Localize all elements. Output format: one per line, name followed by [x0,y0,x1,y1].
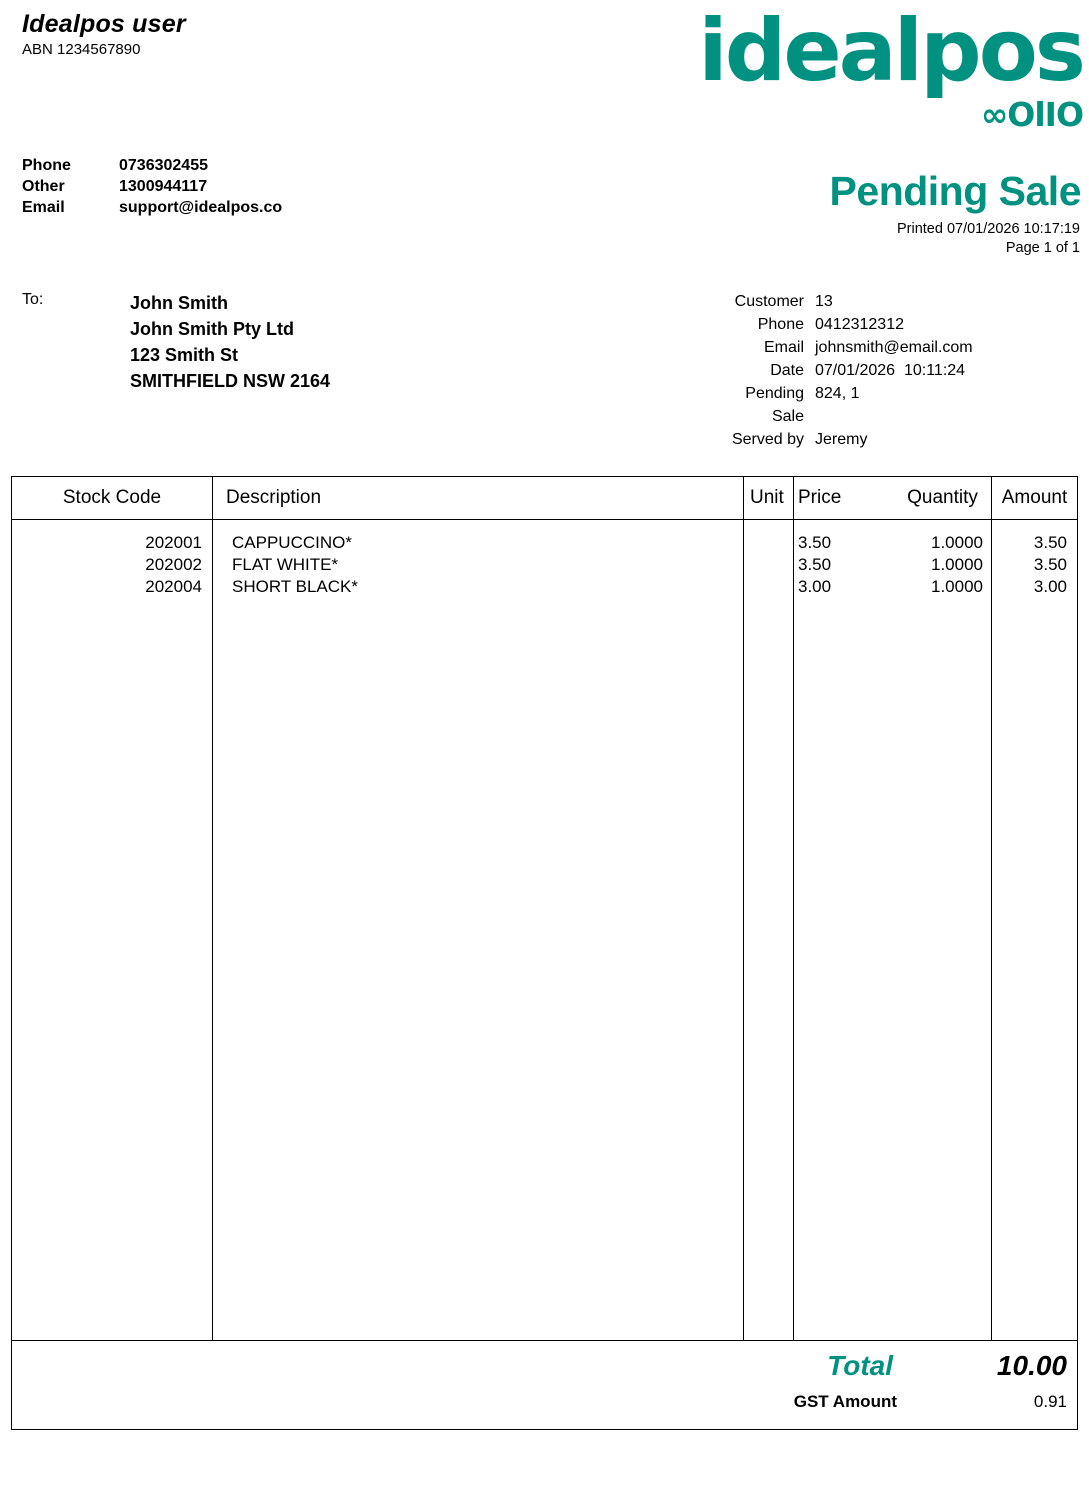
cell-description: CAPPUCCINO* [232,533,352,552]
cell-description: FLAT WHITE* [232,555,339,574]
column-divider [212,520,213,1340]
column-header-description: Description [212,477,743,519]
cell-stock-code: 202001 [145,533,202,552]
contact-label-other: Other [22,178,65,195]
column-header-quantity: Quantity [907,487,978,508]
cell-price: 3.50 [798,533,832,552]
footer-spacer [11,1430,1078,1490]
cell-description: SHORT BLACK* [232,577,358,596]
detail-label-date: Date [770,362,804,379]
detail-value-phone: 0412312312 [815,316,904,333]
detail-row-customer [712,290,973,313]
column-header-amount: Amount [991,477,1077,519]
table-row [12,532,1077,554]
recipient-address [130,290,330,394]
gst-row [794,1392,1067,1412]
contact-row [22,197,282,218]
cell-quantity: 1.0000 [931,533,983,552]
detail-value-served-by: Jeremy [815,431,868,448]
detail-value-email: johnsmith@email.com [815,339,973,356]
detail-value-date: 07/01/2026 10:11:24 [815,362,966,379]
column-header-stock-code: Stock Code [62,487,162,508]
recipient-line: John Smith [130,293,228,313]
table-body [12,520,1077,1340]
line-items-table [11,476,1078,1341]
customer-details [712,290,973,451]
cell-amount: 3.50 [1033,533,1067,552]
detail-row-pending-sale [712,382,973,428]
contact-row [22,176,282,197]
contact-label-phone: Phone [22,157,71,174]
contact-block [22,155,282,218]
column-divider [991,520,992,1340]
cell-amount: 3.00 [1033,577,1067,596]
column-header-unit: Unit [743,477,793,519]
printed-timestamp: Printed 07/01/2026 10:17:19 [896,221,1080,237]
gst-label: GST Amount [793,1392,897,1411]
column-divider [793,520,794,1340]
cell-amount: 3.50 [1033,555,1067,574]
detail-label-customer: Customer [734,293,804,310]
detail-row-served-by [712,428,973,451]
detail-row-email [712,336,973,359]
contact-value-email: support@idealpos.co [119,199,283,216]
logo-wordmark: idealpos [698,1,1083,101]
detail-label-served-by: Served by [731,431,804,448]
table-row [12,576,1077,598]
detail-row-phone [712,313,973,336]
contact-value-other: 1300944117 [119,178,208,195]
column-header-price: Price [793,477,894,519]
cell-price: 3.00 [798,577,832,596]
total-value: 10.00 [996,1350,1067,1381]
table-header-row [12,477,1077,520]
cell-price: 3.50 [798,555,832,574]
detail-value-customer: 13 [815,293,833,310]
page-number: Page 1 of 1 [1005,240,1080,256]
detail-value-pending-sale: 824, 1 [815,385,860,402]
company-name: Idealpos user [22,10,186,38]
detail-label-phone: Phone [757,316,804,333]
to-label: To: [22,291,44,308]
cell-stock-code: 202002 [145,555,202,574]
company-abn: ABN 1234567890 [22,41,141,58]
detail-row-date [712,359,973,382]
total-label: Total [827,1350,893,1381]
line-item-rows [12,520,1077,598]
total-row [827,1350,1067,1382]
cell-quantity: 1.0000 [931,555,983,574]
recipient-line: 123 Smith St [130,345,239,365]
contact-label-email: Email [22,199,65,216]
cell-stock-code: 202004 [145,577,202,596]
gst-value: 0.91 [1033,1392,1067,1411]
idealpos-logo [698,1,1083,134]
recipient-line: John Smith Pty Ltd [130,319,294,339]
totals-section [11,1338,1078,1430]
column-divider [743,520,744,1340]
logo-sub-wordmark: ∞ΟlIO [980,95,1083,134]
detail-label-pending-sale: Pending Sale [745,385,804,425]
document-title: Pending Sale [829,168,1081,214]
cell-quantity: 1.0000 [931,577,983,596]
contact-row [22,155,282,176]
recipient-line: SMITHFIELD NSW 2164 [130,371,331,391]
contact-value-phone: 0736302455 [119,157,208,174]
table-row [12,554,1077,576]
detail-label-email: Email [763,339,804,356]
